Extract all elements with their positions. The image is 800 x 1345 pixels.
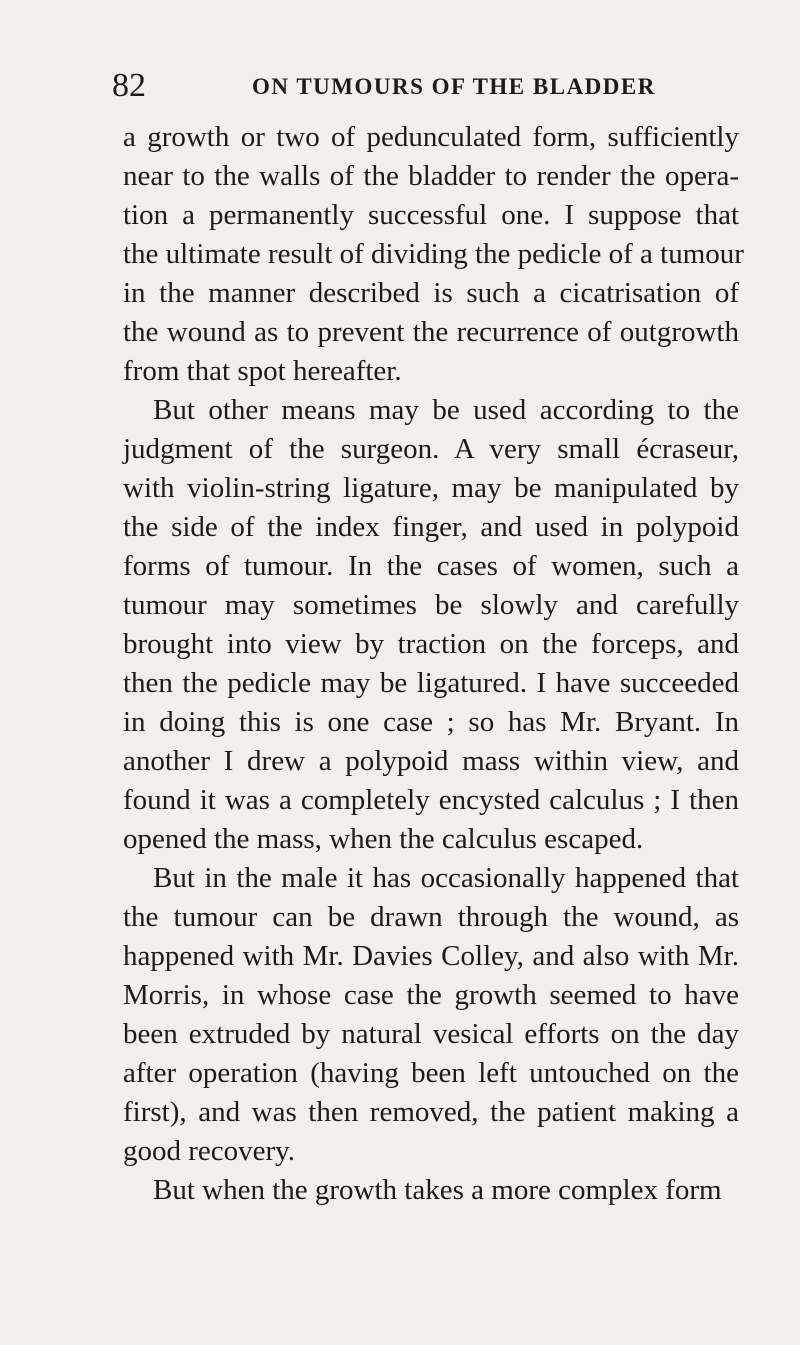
text-line: been extruded by natural vesical efforts on the day xyxy=(123,1018,739,1050)
text-line: with violin-string ligature, may be manipulated by xyxy=(123,472,739,504)
text-line: the side of the index finger, and used in polypoid xyxy=(123,511,739,543)
body-text xyxy=(123,118,744,1210)
text-line: first), and was then removed, the patient making a xyxy=(123,1096,739,1128)
text-line: in the manner described is such a cicatrisation of xyxy=(123,277,739,309)
text-line: the ultimate result of dividing the pedicle of a tumour xyxy=(123,238,744,270)
text-line: Morris, in whose case the growth seemed to have xyxy=(123,979,739,1011)
text-line: after operation (having been left untouched on the xyxy=(123,1057,739,1089)
text-line: judgment of the surgeon. A very small écraseur, xyxy=(123,433,739,465)
text-line: in doing this is one case ; so has Mr. Bryant. In xyxy=(123,706,739,738)
paragraph xyxy=(123,391,739,859)
text-line: a growth or two of pedunculated form, sufficiently xyxy=(123,121,739,153)
page-number: 82 xyxy=(112,67,146,104)
text-line: brought into view by traction on the forceps, and xyxy=(123,628,739,660)
text-line: happened with Mr. Davies Colley, and also with Mr. xyxy=(123,940,739,972)
paragraph xyxy=(123,118,744,391)
text-line: near to the walls of the bladder to render the opera- xyxy=(123,160,739,192)
running-head xyxy=(112,66,748,106)
text-line: But in the male it has occasionally happened that xyxy=(153,862,739,894)
paragraph xyxy=(123,859,739,1171)
text-line: the wound as to prevent the recurrence of outgrowth xyxy=(123,316,739,348)
text-line: tion a permanently successful one. I suppose that xyxy=(123,199,739,231)
paragraph xyxy=(123,1171,739,1210)
running-title: ON TUMOURS OF THE BLADDER xyxy=(252,74,656,99)
text-line: But other means may be used according to the xyxy=(153,394,739,426)
text-line: But when the growth takes a more complex form xyxy=(153,1174,722,1206)
text-line: found it was a completely encysted calculus ; I then xyxy=(123,784,739,816)
text-line: from that spot hereafter. xyxy=(123,355,402,387)
text-line: then the pedicle may be ligatured. I have succeeded xyxy=(123,667,739,699)
text-line: opened the mass, when the calculus escaped. xyxy=(123,823,644,855)
text-line: forms of tumour. In the cases of women, such a xyxy=(123,550,739,582)
text-line: the tumour can be drawn through the wound, as xyxy=(123,901,739,933)
text-line: another I drew a polypoid mass within view, and xyxy=(123,745,739,777)
text-line: good recovery. xyxy=(123,1135,296,1167)
text-line: tumour may sometimes be slowly and carefully xyxy=(123,589,739,621)
